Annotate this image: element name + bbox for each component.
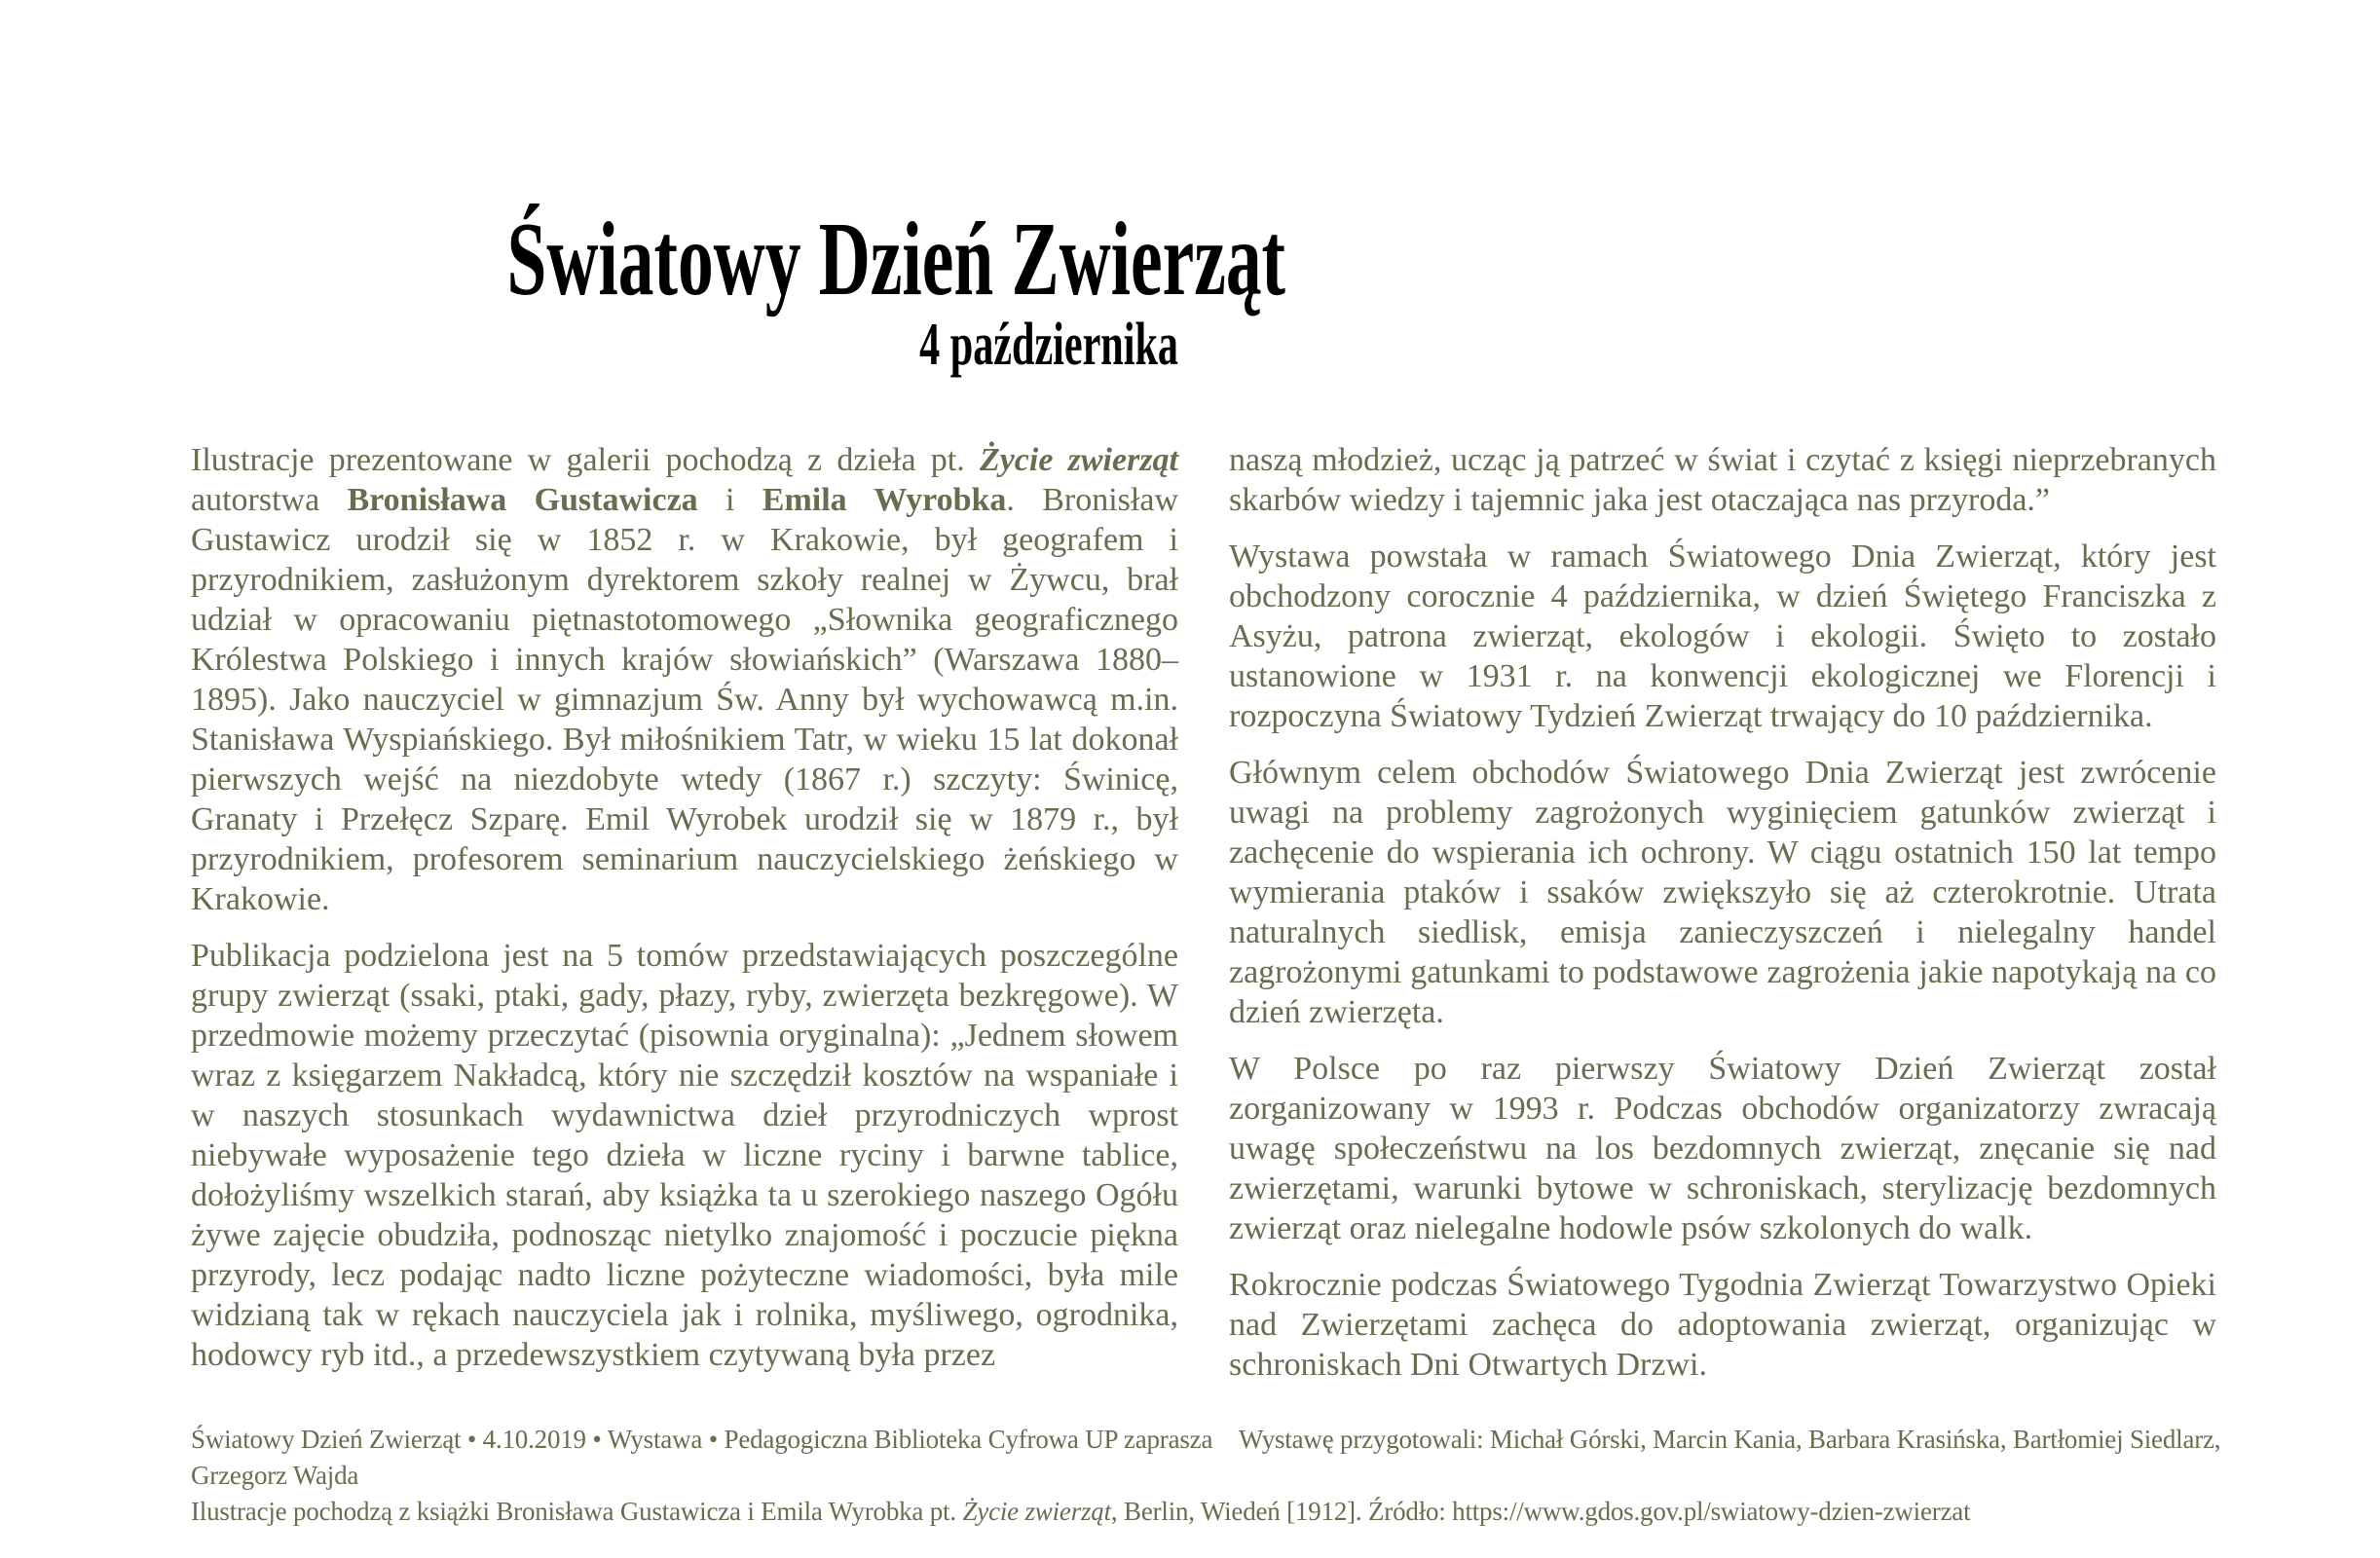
text-segment: Światowy Dzień Zwierząt • 4.10.2019 • Wystawa • Pedagogiczna Biblioteka Cyfrowa UP zaprasza Wystawę przygotowali: Michał Górski, Marcin Kania, Barbara Krasińska, Bartłomiej Siedlarz, Grzegorz Wajda: [191, 1425, 2221, 1490]
text-segment: , Berlin, Wiedeń [1912]. Źródło:: [1110, 1497, 1453, 1526]
title-group: [506, 202, 1286, 378]
right-column: [1229, 440, 2216, 1385]
article-body: [191, 440, 2216, 1385]
text-segment: Rokrocznie podczas Światowego Tygodnia Zwierząt Towarzystwo Opieki nad Zwierzętami zachęca do adoptowania zwierząt, organizując w schroniskach Dni Otwartych Drzwi.: [1229, 1267, 2216, 1383]
text-segment: Publikacja podzielona jest na 5 tomów przedstawiających poszczególne grupy zwierząt (ssaki, ptaki, gady, płazy, ryby, zwierzęta bezkręgowe). W przedmowie możemy przeczytać (pisownia oryginalna): „Jednem słowem wraz z księgarzem Nakładcą, który nie szczędził kosztów na wspaniałe i w naszych stosunkach wydawnictwa dzieł przyrodniczych wprost niebywałe wyposażenie tego dzieła w liczne ryciny i barwne tablice, dołożyliśmy wszelkich starań, aby książka ta u szerokiego naszego Ogółu żywe zajęcie obudziła, podnosząc nietylko znajomość i poczucie piękna przyrody, lecz podając nadto liczne pożyteczne wiadomości, była mile widzianą tak w rękach nauczyciela jak i rolnika, myśliwego, ogrodnika, hodowcy ryb itd., a przedewszystkiem czytywaną była przez: [191, 938, 1178, 1373]
text-segment: i: [697, 482, 762, 518]
author-name-emphasis: Emila Wyrobka: [762, 482, 1007, 518]
text-segment: autorstwa: [191, 482, 348, 518]
book-title-emphasis: Życie zwierząt: [962, 1497, 1111, 1526]
text-segment: Wystawa powstała w ramach Światowego Dnia Zwierząt, który jest obchodzony corocznie 4 października, w dzień Świętego Franciszka z Asyżu, patrona zwierząt, ekologów i ekologii. Święto to zostało ustanowione w 1931 r. na konwencji ekologicznej we Florencji i rozpoczyna Światowy Tydzień Zwierząt trwający do 10 października.: [1229, 538, 2216, 734]
book-title-emphasis: Życie zwierząt: [979, 442, 1179, 478]
footer-credits-line: [191, 1422, 2226, 1494]
text-segment: W Polsce po raz pierwszy Światowy Dzień Zwierząt został zorganizowany w 1993 r. Podczas obchodów organizatorzy zwracają uwagę społeczeństwu na los bezdomnych zwierząt, znęcanie się nad zwierzętami, warunki bytowe w schroniskach, sterylizację bezdomnych zwierząt oraz nielegalne hodowle psów szkolonych do walk.: [1229, 1051, 2216, 1246]
paragraph: [1229, 537, 2216, 736]
paragraph: [191, 936, 1178, 1375]
text-segment: Ilustracje pochodzą z książki Bronisława Gustawicza i Emila Wyrobka pt.: [191, 1497, 963, 1526]
text-segment: Ilustracje prezentowane w galerii pochodzą z dzieła pt.: [191, 442, 980, 478]
page-subtitle: 4 października: [919, 312, 1178, 378]
text-segment: Głównym celem obchodów Światowego Dnia Zwierząt jest zwrócenie uwagi na problemy zagrożonych wyginięciem gatunków zwierząt i zachęcenie do wspierania ich ochrony. W ciągu ostatnich 150 lat tempo wymierania ptaków i ssaków zwiększyło się aż czterokrotnie. Utrata naturalnych siedlisk, emisja zanieczyszczeń i nielegalny handel zagrożonymi gatunkami to podstawowe zagrożenia jakie napotykają na co dzień zwierzęta.: [1229, 755, 2216, 1030]
paragraph: [1229, 753, 2216, 1032]
author-name-emphasis: Bronisława Gustawicza: [347, 482, 698, 518]
text-segment: naszą młodzież, ucząc ją patrzeć w świat i czytać z księgi nieprzebranych skarbów wiedzy i tajemnic jaka jest otaczająca nas przyroda.”: [1229, 442, 2216, 518]
left-column: [191, 440, 1178, 1385]
source-url: https://www.gdos.gov.pl/swiatowy-dzien-zwierzat: [1452, 1497, 1971, 1526]
paragraph: [191, 440, 1178, 919]
paragraph: [1229, 1265, 2216, 1385]
header: [191, 202, 1286, 378]
text-segment: . Bronisław Gustawicz urodził się w 1852 r. w Krakowie, był geografem i przyrodnikiem, zasłużonym dyrektorem szkoły realnej w Żywcu, brał udział w opracowaniu piętnastotomowego „Słownika geograficznego Królestwa Polskiego i innych krajów słowiańskich” (Warszawa 1880–1895). Jako nauczyciel w gimnazjum Św. Anny był wychowawcą m.in. Stanisława Wyspiańskiego. Był miłośnikiem Tatr, w wieku 15 lat dokonał pierwszych wejść na niezdobyte wtedy (1867 r.) szczyty: Świnicę, Granaty i Przełęcz Szparę. Emil Wyrobek urodził się w 1879 r., był przyrodnikiem, profesorem seminarium nauczycielskiego żeńskiego w Krakowie.: [191, 482, 1178, 917]
footer-source-line: [191, 1494, 2226, 1530]
footer: [191, 1422, 2226, 1530]
paragraph: [1229, 440, 2216, 520]
paragraph: [1229, 1049, 2216, 1248]
page-title: Światowy Dzień Zwierząt: [506, 202, 1286, 317]
